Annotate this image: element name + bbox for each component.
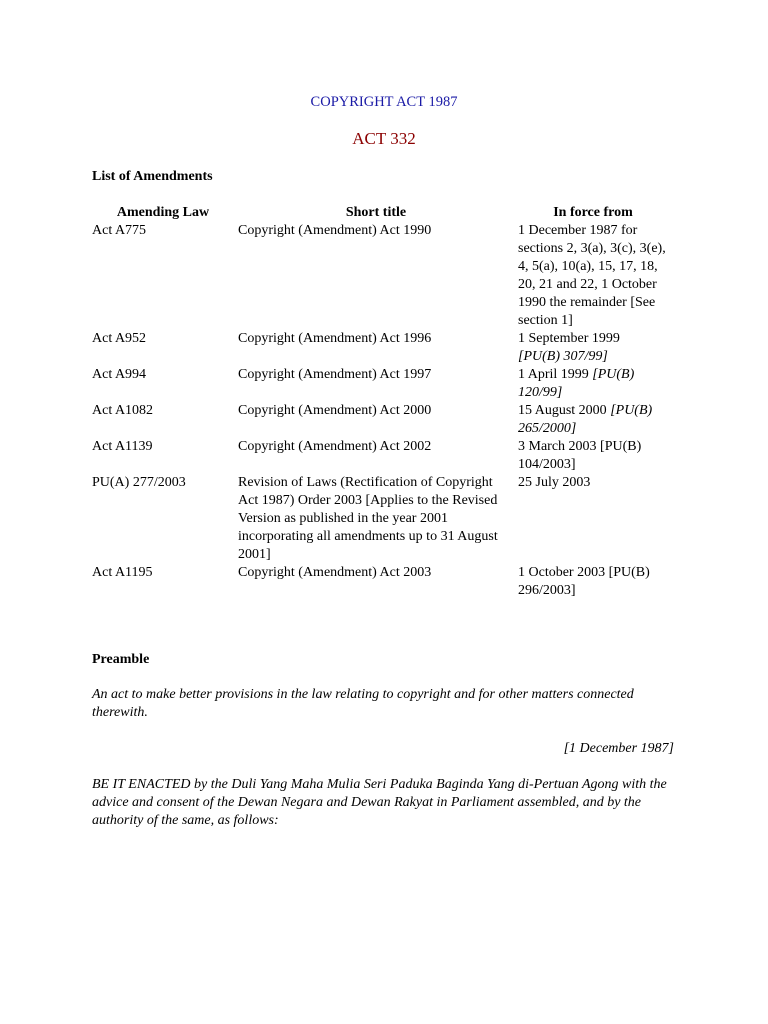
short-title-cell: Copyright (Amendment) Act 2000 [238, 403, 432, 418]
column-header-short-title: Short title [345, 205, 407, 220]
document-title: COPYRIGHT ACT 1987 [310, 94, 458, 110]
amending-law-cell: Act A1082 [92, 403, 154, 418]
amending-law-cell: Act A775 [92, 223, 147, 238]
table-row [90, 222, 670, 330]
table-row [90, 438, 670, 474]
table-row [90, 474, 670, 564]
column-header-amending-law: Amending Law [116, 205, 210, 220]
preamble-text: An act to make better provisions in the law relating to copyright and for other matters connected therewith. [92, 687, 634, 720]
table-header-row [90, 204, 670, 222]
amendments-heading: List of Amendments [92, 169, 213, 184]
gazette-reference: [PU(B) 120/99] [518, 367, 635, 400]
short-title-cell: Copyright (Amendment) Act 2003 [238, 565, 432, 580]
enactment-date: [1 December 1987] [563, 741, 674, 756]
column-header-in-force-from: In force from [553, 205, 633, 220]
amending-law-cell: Act A952 [92, 331, 147, 346]
gazette-reference: [PU(B) 307/99] [518, 349, 608, 364]
amending-law-cell: Act A994 [92, 367, 147, 382]
in-force-cell [516, 366, 670, 402]
in-force-cell [516, 330, 670, 366]
in-force-cell [516, 474, 670, 564]
short-title-cell: Copyright (Amendment) Act 1996 [238, 331, 432, 346]
in-force-date: 15 August 2000 [518, 403, 607, 418]
in-force-cell [516, 438, 670, 474]
table-row [90, 564, 670, 600]
in-force-date: 25 July 2003 [518, 475, 591, 490]
in-force-cell [516, 402, 670, 438]
gazette-reference: [PU(B) 265/2000] [518, 403, 653, 436]
act-number: ACT 332 [352, 129, 416, 148]
preamble-heading: Preamble [92, 652, 150, 667]
in-force-date: 1 April 1999 [518, 367, 589, 382]
table-row [90, 402, 670, 438]
amendments-table [90, 204, 670, 600]
table-row [90, 330, 670, 366]
short-title-cell: Copyright (Amendment) Act 1990 [238, 223, 432, 238]
in-force-date: 1 October 2003 [PU(B) 296/2003] [518, 565, 650, 598]
in-force-date: 3 March 2003 [PU(B) 104/2003] [518, 439, 642, 472]
in-force-cell [516, 222, 670, 330]
enactment-clause: BE IT ENACTED by the Duli Yang Maha Mulia Seri Paduka Baginda Yang di-Pertuan Agong with the advice and consent of the Dewan Negara and Dewan Rakyat in Parliament assembled, and by the authority of the same, as follows: [92, 777, 667, 828]
amending-law-cell: Act A1139 [92, 439, 153, 454]
in-force-date: 1 December 1987 for sections 2, 3(a), 3(c), 3(e), 4, 5(a), 10(a), 15, 17, 18, 20, 21 and 22, 1 October 1990 the remainder [See section 1] [518, 223, 666, 328]
in-force-cell [516, 564, 670, 600]
short-title-cell: Revision of Laws (Rectification of Copyright Act 1987) Order 2003 [Applies to the Revised Version as published in the year 2001 incorporating all amendments up to 31 August 2001] [238, 475, 498, 562]
short-title-cell: Copyright (Amendment) Act 2002 [238, 439, 432, 454]
short-title-cell: Copyright (Amendment) Act 1997 [238, 367, 432, 382]
amending-law-cell: Act A1195 [92, 565, 153, 580]
table-row [90, 366, 670, 402]
amending-law-cell: PU(A) 277/2003 [92, 475, 186, 490]
in-force-date: 1 September 1999 [518, 331, 620, 346]
